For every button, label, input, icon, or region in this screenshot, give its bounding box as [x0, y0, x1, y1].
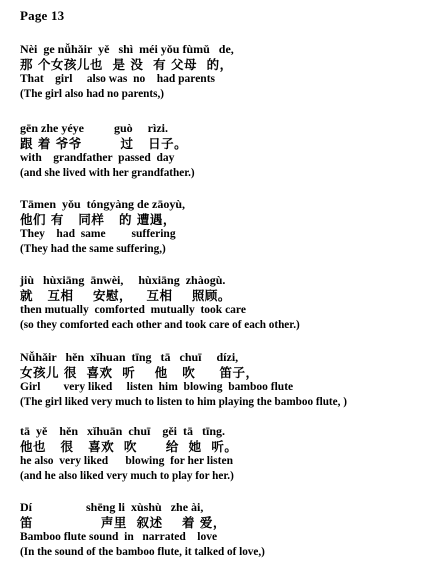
stanza-6: [20, 424, 420, 484]
stanza-4: [20, 273, 420, 333]
translation-line: (so they comforted each other and took care of each other.): [20, 319, 300, 331]
translation-line: (They had the same suffering,): [20, 243, 166, 255]
pinyin-line: gēn zhe yéye guò rìzi.: [20, 121, 168, 135]
translation-line: (and he also liked very much to play for her.): [20, 470, 234, 482]
stanza-3: [20, 197, 420, 257]
stanza-7: [20, 500, 420, 560]
translation-line: (The girl also had no parents,): [20, 88, 165, 100]
stanza-5: [20, 350, 420, 410]
pinyin-line: jiù hùxiāng ānwèi, hùxiāng zhàogù.: [20, 273, 226, 287]
pinyin-line: Dí shēng li xùshù zhe ài,: [20, 500, 204, 514]
translation-line: (The girl liked very much to listen to him playing the bamboo flute, ): [20, 396, 347, 408]
translation-line: (and she lived with her grandfather.): [20, 167, 195, 179]
hanzi-line: 女孩儿 很 喜欢 听 他 吹 笛子，: [20, 365, 259, 380]
gloss-line: That girl also was no had parents: [20, 73, 216, 85]
gloss-line: he also very liked blowing for her listen: [20, 455, 233, 467]
gloss-line: Bamboo flute sound in narrated love: [20, 531, 218, 543]
page-label: Page 13: [20, 8, 65, 23]
gloss-line: then mutually comforted mutually took care: [20, 304, 246, 316]
hanzi-line: 他也 很 喜欢 吹 给 她 听。: [20, 439, 238, 454]
stanza-1: [20, 42, 420, 102]
hanzi-line: 那 个女孩儿也 是 没 有 父母 的，: [20, 57, 233, 72]
hanzi-line: 跟 着 爷爷 过 日子。: [20, 136, 188, 151]
hanzi-line: 就 互相 安慰， 互相 照顾。: [20, 288, 231, 303]
hanzi-line: 他们 有 同样 的 遭遇，: [20, 212, 176, 227]
gloss-line: with grandfather passed day: [20, 152, 175, 164]
translation-line: (In the sound of the bamboo flute, it talked of love,): [20, 546, 265, 558]
pinyin-line: tā yě hěn xǐhuān chuī gěi tā tīng.: [20, 424, 226, 438]
gloss-line: They had same suffering: [20, 228, 176, 240]
pinyin-line: Nèi ge nǚhǎir yě shì méi yǒu fùmǔ de,: [20, 42, 234, 56]
pinyin-line: Nǚhǎir hěn xǐhuan tīng tā chuī dízi,: [20, 350, 239, 364]
stanza-2: [20, 121, 420, 181]
gloss-line: Girl very liked listen him blowing bamboo flute: [20, 381, 294, 393]
hanzi-line: 笛 声里 叙述 着 爱，: [20, 515, 226, 530]
pinyin-line: Tāmen yǒu tóngyàng de zāoyù,: [20, 197, 186, 211]
